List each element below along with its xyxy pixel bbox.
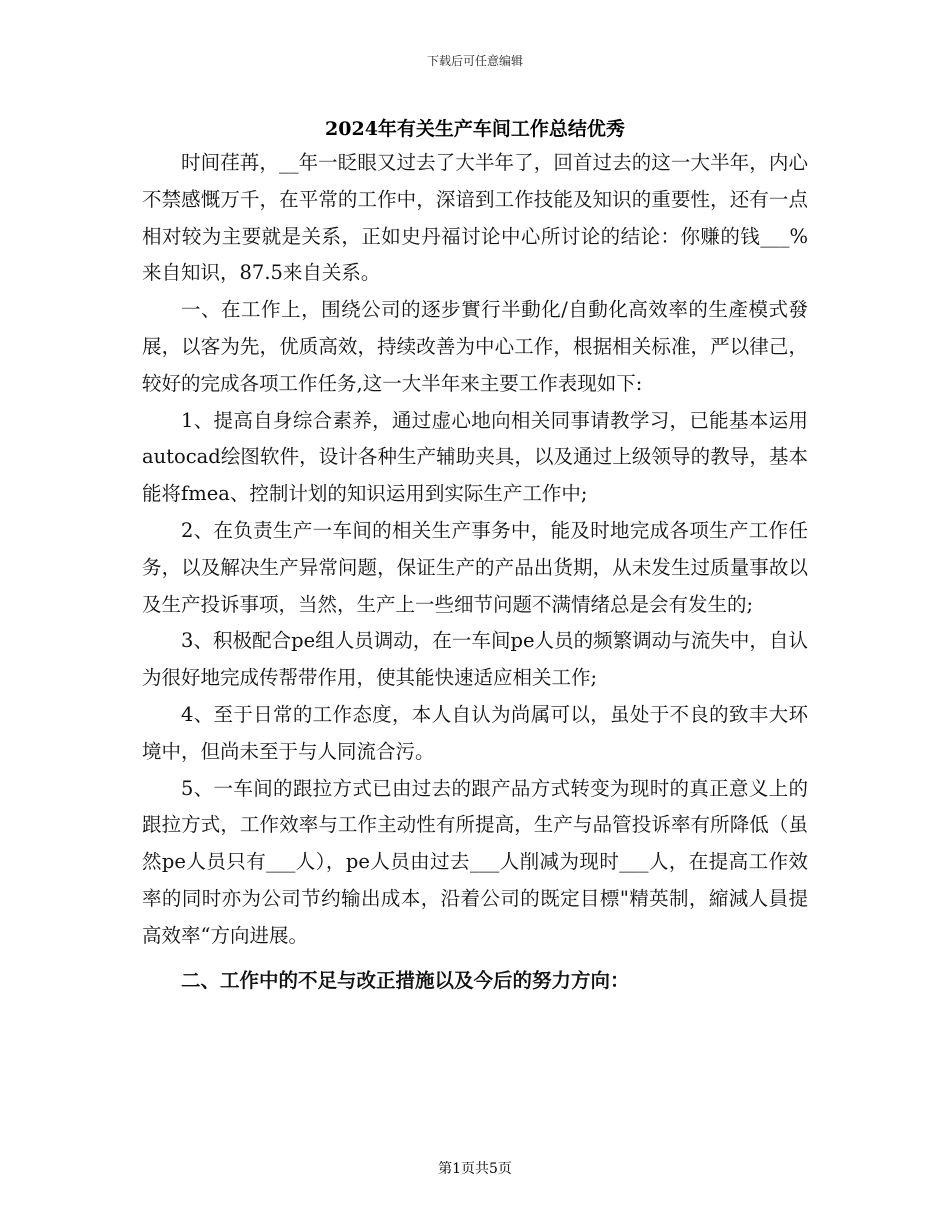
paragraph-item-5: 5、一车间的跟拉方式已由过去的跟产品方式转变为现时的真正意义上的跟拉方式，工作效率与工作主动性有所提高，生产与品管投诉率有所降低（虽然pe人员只有___人），pe人员由过去___人削减为现时___人，在提高工作效率的同时亦为公司节约输出成本，沿着公司的既定目標"精英制，縮減人員提高效率“方向进展。 bbox=[142, 776, 808, 947]
document-body bbox=[142, 145, 808, 999]
paragraph-item-2: 2、在负责生产一车间的相关生产事务中，能及时地完成各项生产工作任务，以及解决生产异常问题，保证生产的产品出货期，从未发生过质量事故以及生产投诉事项，当然，生产上一些细节问题不满情绪总是会有发生的; bbox=[142, 518, 808, 616]
header-note: 下载后可任意编辑 bbox=[426, 54, 523, 68]
paragraph-item-1: 1、提高自身综合素养，通过虚心地向相关同事请教学习，已能基本运用autocad绘图软件，设计各种生产辅助夹具，以及通过上级领导的教导，基本能将fmea、控制计划的知识运用到实际生产工作中; bbox=[142, 408, 808, 506]
paragraph-item-4: 4、至于日常的工作态度，本人自认为尚属可以，虽处于不良的致丰大环境中，但尚未至于与人同流合污。 bbox=[142, 702, 808, 763]
document-title: 2024年有关生产车间工作总结优秀 bbox=[325, 118, 625, 140]
page-number-footer: 第1页共5页 bbox=[438, 1161, 512, 1177]
section-heading-two: 二、工作中的不足与改正措施以及今后的努力方向： bbox=[181, 968, 630, 992]
paragraph-item-3: 3、积极配合pe组人员调动，在一车间pe人员的频繁调动与流失中，自认为很好地完成传帮带作用，使其能快速适应相关工作; bbox=[142, 629, 808, 690]
paragraph-section-one: 一、在工作上，围绕公司的逐步實行半動化/自動化高效率的生產模式發展，以客为先，优质高效，持续改善为中心工作，根据相关标准，严以律己，较好的完成各项工作任务,这一大半年来主要工作表现如下: bbox=[142, 298, 808, 395]
paragraph-intro: 时间荏苒，__年一眨眼又过去了大半年了，回首过去的这一大半年，内心不禁感慨万千，在平常的工作中，深谙到工作技能及知识的重要性，还有一点相对较为主要就是关系，正如史丹福讨论中心所讨论的结论：你赚的钱___%来自知识，87.5来自关系。 bbox=[142, 151, 808, 285]
